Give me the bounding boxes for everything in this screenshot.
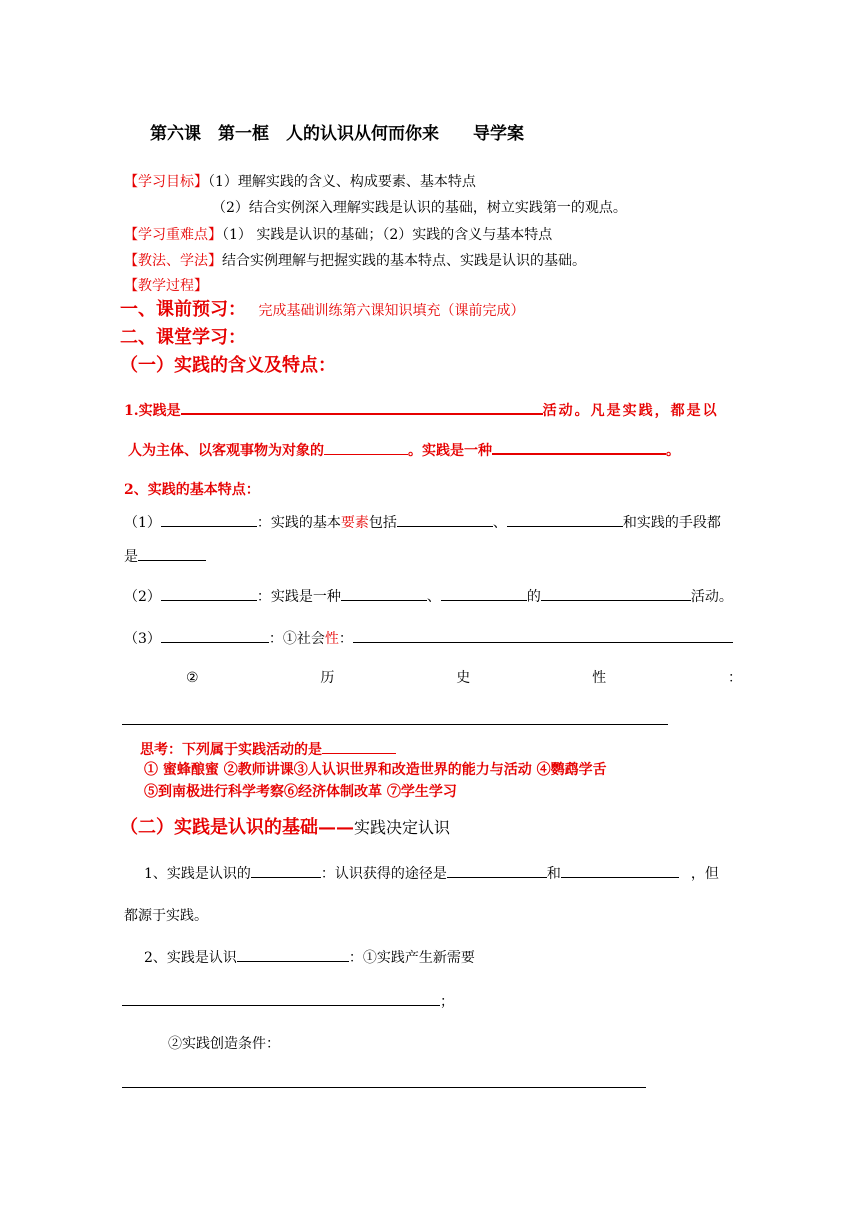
q1-text-c: 人为主体、以客观事物为对象的: [128, 443, 324, 459]
f2-text-d: 的: [526, 589, 541, 605]
page-title: 第六课 第一框 人的认识从何而你来 导学案: [150, 124, 524, 144]
methods-line: [124, 251, 586, 271]
p1-text-a: 1、实践是认识的: [144, 866, 251, 882]
p1-text-b: ：认识获得的途径是: [320, 866, 447, 882]
part2-item-2-line1: [144, 946, 475, 968]
key-points-label: 【学习重难点】: [124, 227, 222, 243]
hist-char-5: ：: [728, 670, 742, 686]
blank-new-needs[interactable]: [122, 990, 440, 1006]
f3-text-a: （3）: [124, 631, 161, 647]
part2-heading-black: 实践决定认识: [354, 818, 451, 837]
f1-text-c: 要素: [340, 515, 369, 531]
objectives-line1: [124, 172, 476, 192]
blank-feature-2[interactable]: [161, 585, 257, 601]
think-question: [140, 738, 396, 760]
q1-text-b: 活动。凡是实践，都是以: [542, 403, 719, 419]
feature-3-line: [124, 627, 733, 649]
part2-item-1-line2: 都源于实践。: [124, 908, 208, 924]
blank-way-2[interactable]: [561, 862, 679, 878]
feature-1-line2: [124, 545, 206, 567]
section1-line: [120, 300, 524, 321]
section2-heading: 二、课堂学习：: [120, 327, 246, 348]
f2-text-b: ：实践是一种: [256, 589, 341, 605]
process-label: 【教学过程】: [124, 278, 208, 294]
blank-activity-1[interactable]: [341, 585, 427, 601]
think-options-2: ⑤到南极进行科学考察⑥经济体制改革 ⑦学生学习: [144, 784, 457, 800]
hist-char-2: 历: [320, 670, 335, 686]
question-1-line1: [124, 398, 719, 421]
blank-activity-2[interactable]: [441, 585, 527, 601]
p2-text-b: ：①实践产生新需要: [348, 950, 475, 966]
f3-text-d: ：: [338, 631, 353, 647]
p2-text-c: ；: [440, 994, 454, 1010]
f2-text-c: 、: [426, 589, 441, 605]
blank-practice-type[interactable]: [492, 438, 666, 455]
blank-practice-object[interactable]: [324, 439, 408, 455]
methods-text: 结合实例理解与把握实践的基本特点、实践是认识的基础。: [222, 253, 586, 269]
section1-heading: 一、课前预习：: [120, 299, 246, 320]
blank-feature-3[interactable]: [161, 627, 269, 643]
objective-1: （1）理解实践的含义、构成要素、基本特点: [208, 174, 476, 190]
objectives-label: 【学习目标】: [124, 174, 208, 190]
f3-text-b: ：①社会: [268, 631, 325, 647]
p2-text-a: 2、实践是认识: [144, 950, 237, 966]
section1-text: 完成基础训练第六课知识填充（课前完成）: [258, 303, 525, 319]
q1-text-e: 。: [666, 443, 680, 459]
q1-text-a: 1.实践是: [124, 403, 181, 419]
blank-activity-3[interactable]: [541, 585, 691, 601]
blank-conditions[interactable]: [122, 1087, 646, 1088]
hist-char-3: 史: [456, 670, 471, 686]
part1-heading: （一）实践的含义及特点：: [120, 355, 336, 376]
blank-element-3[interactable]: [138, 545, 206, 561]
objective-2: （2）结合实例深入理解实践是认识的基础，树立实践第一的观点。: [212, 200, 627, 216]
blank-social-nature[interactable]: [353, 627, 733, 643]
think-options-1: ① 蜜蜂酿蜜 ②教师讲课③人认识世界和改造世界的能力与活动 ④鹦鹉学舌: [144, 762, 607, 778]
q1-text-d: 。实践是一种: [408, 443, 492, 459]
historical-nature-line: [186, 668, 742, 688]
part2-heading-red: （二）实践是认识的基础——: [120, 817, 354, 838]
blank-historical-nature[interactable]: [122, 724, 668, 725]
blank-element-1[interactable]: [397, 511, 493, 527]
blank-source-of-knowledge[interactable]: [251, 862, 321, 878]
f1-text-a: （1）: [124, 515, 161, 531]
blank-element-2[interactable]: [507, 511, 623, 527]
blank-feature-1[interactable]: [161, 511, 257, 527]
key-points-line: [124, 225, 552, 245]
blank-think-answer[interactable]: [322, 738, 396, 754]
part2-item-2-line2: [122, 990, 454, 1012]
question-1-line2: [128, 438, 680, 461]
blank-practice-definition[interactable]: [181, 398, 543, 415]
f2-text-a: （2）: [124, 589, 161, 605]
feature-1-line1: [124, 511, 721, 533]
feature-2-line: [124, 585, 733, 607]
hist-char-1: ②: [186, 670, 199, 686]
part2-heading: [120, 818, 450, 839]
p1-text-c: 和: [546, 866, 561, 882]
blank-driving-force[interactable]: [237, 946, 349, 962]
f1-text-f: 和实践的手段都: [622, 515, 721, 531]
methods-label: 【教法、学法】: [124, 253, 222, 269]
think-label: 思考：下列属于实践活动的是: [140, 742, 322, 758]
part2-item-1-line1: [144, 862, 719, 884]
hist-char-4: 性: [592, 670, 607, 686]
blank-way-1[interactable]: [447, 862, 547, 878]
f3-text-c: 性: [324, 631, 339, 647]
question-2: 2、实践的基本特点：: [124, 482, 260, 498]
f1-text-d: 包括: [368, 515, 397, 531]
part2-item-3: ②实践创造条件：: [168, 1036, 280, 1052]
f1-text-e: 、: [492, 515, 507, 531]
f1-text-g: 是: [124, 549, 138, 565]
p1-text-d: ，但: [690, 866, 719, 882]
f2-text-e: 活动。: [690, 589, 733, 605]
key-points-text: （1） 实践是认识的基础；（2）实践的含义与基本特点: [222, 227, 553, 243]
f1-text-b: ：实践的基本: [256, 515, 341, 531]
